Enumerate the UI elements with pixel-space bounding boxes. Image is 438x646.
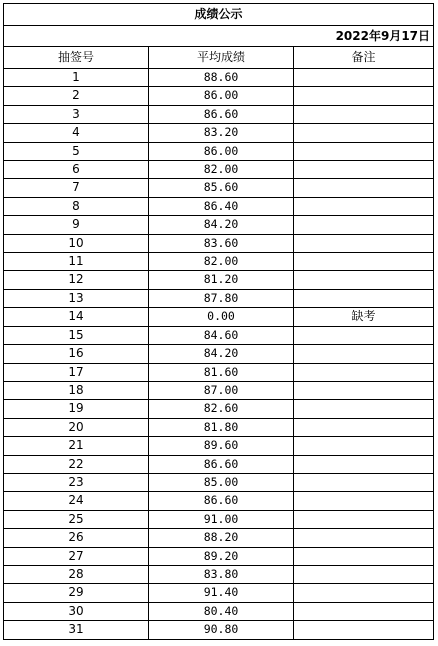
remarks-cell [294, 289, 434, 307]
draw-number-cell: 18 [4, 381, 149, 399]
publish-date: 2022年9月17日 [4, 26, 434, 47]
table-row [4, 197, 434, 215]
table-row [4, 69, 434, 87]
draw-number-cell: 22 [4, 455, 149, 473]
draw-number-cell: 19 [4, 400, 149, 418]
remarks-cell [294, 437, 434, 455]
draw-number-cell: 24 [4, 492, 149, 510]
average-score-cell: 81.20 [149, 271, 294, 289]
average-score-cell: 81.80 [149, 418, 294, 436]
remarks-cell [294, 271, 434, 289]
average-score-cell: 82.60 [149, 400, 294, 418]
average-score-cell: 86.60 [149, 492, 294, 510]
draw-number-cell: 3 [4, 105, 149, 123]
table-row [4, 363, 434, 381]
remarks-cell [294, 602, 434, 620]
draw-number-cell: 28 [4, 565, 149, 583]
draw-number-cell: 7 [4, 179, 149, 197]
draw-number-cell: 5 [4, 142, 149, 160]
table-row [4, 565, 434, 583]
remarks-cell [294, 584, 434, 602]
remarks-cell [294, 492, 434, 510]
average-score-cell: 83.80 [149, 565, 294, 583]
table-row [4, 161, 434, 179]
draw-number-cell: 20 [4, 418, 149, 436]
remarks-cell [294, 363, 434, 381]
remarks-cell [294, 69, 434, 87]
header-row [4, 47, 434, 69]
draw-number-cell: 10 [4, 234, 149, 252]
score-sheet [3, 3, 433, 640]
average-score-cell: 89.20 [149, 547, 294, 565]
table-row [4, 473, 434, 491]
remarks-cell: 缺考 [294, 308, 434, 326]
draw-number-cell: 6 [4, 161, 149, 179]
average-score-cell: 84.20 [149, 216, 294, 234]
table-row [4, 216, 434, 234]
average-score-cell: 86.60 [149, 105, 294, 123]
remarks-cell [294, 510, 434, 528]
table-row [4, 234, 434, 252]
remarks-cell [294, 547, 434, 565]
score-table [3, 3, 434, 640]
remarks-cell [294, 197, 434, 215]
table-row [4, 455, 434, 473]
table-row [4, 492, 434, 510]
table-row [4, 308, 434, 326]
draw-number-cell: 25 [4, 510, 149, 528]
table-row [4, 142, 434, 160]
table-row [4, 621, 434, 639]
average-score-cell: 87.80 [149, 289, 294, 307]
table-row [4, 105, 434, 123]
average-score-cell: 85.00 [149, 473, 294, 491]
remarks-cell [294, 105, 434, 123]
draw-number-cell: 27 [4, 547, 149, 565]
draw-number-cell: 14 [4, 308, 149, 326]
average-score-cell: 83.60 [149, 234, 294, 252]
draw-number-cell: 26 [4, 529, 149, 547]
draw-number-cell: 13 [4, 289, 149, 307]
remarks-cell [294, 455, 434, 473]
draw-number-cell: 17 [4, 363, 149, 381]
average-score-cell: 0.00 [149, 308, 294, 326]
draw-number-cell: 15 [4, 326, 149, 344]
remarks-cell [294, 473, 434, 491]
column-header-draw-number: 抽签号 [4, 47, 149, 69]
draw-number-cell: 31 [4, 621, 149, 639]
column-header-remarks: 备注 [294, 47, 434, 69]
average-score-cell: 87.00 [149, 381, 294, 399]
page-title: 成绩公示 [4, 4, 434, 26]
remarks-cell [294, 234, 434, 252]
table-row [4, 253, 434, 271]
average-score-cell: 83.20 [149, 124, 294, 142]
average-score-cell: 86.40 [149, 197, 294, 215]
draw-number-cell: 16 [4, 345, 149, 363]
table-row [4, 437, 434, 455]
average-score-cell: 86.60 [149, 455, 294, 473]
draw-number-cell: 8 [4, 197, 149, 215]
average-score-cell: 80.40 [149, 602, 294, 620]
date-row [4, 26, 434, 47]
table-row [4, 547, 434, 565]
table-row [4, 87, 434, 105]
average-score-cell: 81.60 [149, 363, 294, 381]
draw-number-cell: 12 [4, 271, 149, 289]
draw-number-cell: 1 [4, 69, 149, 87]
draw-number-cell: 29 [4, 584, 149, 602]
average-score-cell: 85.60 [149, 179, 294, 197]
average-score-cell: 88.20 [149, 529, 294, 547]
average-score-cell: 91.40 [149, 584, 294, 602]
remarks-cell [294, 216, 434, 234]
remarks-cell [294, 400, 434, 418]
remarks-cell [294, 418, 434, 436]
draw-number-cell: 21 [4, 437, 149, 455]
remarks-cell [294, 326, 434, 344]
table-row [4, 179, 434, 197]
table-row [4, 271, 434, 289]
remarks-cell [294, 529, 434, 547]
score-table-body [4, 4, 434, 640]
remarks-cell [294, 381, 434, 399]
column-header-average-score: 平均成绩 [149, 47, 294, 69]
remarks-cell [294, 179, 434, 197]
average-score-cell: 82.00 [149, 161, 294, 179]
table-row [4, 584, 434, 602]
draw-number-cell: 30 [4, 602, 149, 620]
remarks-cell [294, 621, 434, 639]
average-score-cell: 91.00 [149, 510, 294, 528]
table-row [4, 381, 434, 399]
average-score-cell: 84.20 [149, 345, 294, 363]
remarks-cell [294, 345, 434, 363]
table-row [4, 326, 434, 344]
average-score-cell: 82.00 [149, 253, 294, 271]
average-score-cell: 86.00 [149, 142, 294, 160]
table-row [4, 124, 434, 142]
draw-number-cell: 4 [4, 124, 149, 142]
table-row [4, 602, 434, 620]
remarks-cell [294, 253, 434, 271]
draw-number-cell: 11 [4, 253, 149, 271]
remarks-cell [294, 161, 434, 179]
table-row [4, 345, 434, 363]
draw-number-cell: 2 [4, 87, 149, 105]
draw-number-cell: 9 [4, 216, 149, 234]
table-row [4, 510, 434, 528]
table-row [4, 400, 434, 418]
table-row [4, 529, 434, 547]
remarks-cell [294, 565, 434, 583]
table-row [4, 289, 434, 307]
average-score-cell: 88.60 [149, 69, 294, 87]
average-score-cell: 84.60 [149, 326, 294, 344]
title-row [4, 4, 434, 26]
remarks-cell [294, 87, 434, 105]
remarks-cell [294, 124, 434, 142]
average-score-cell: 89.60 [149, 437, 294, 455]
average-score-cell: 86.00 [149, 87, 294, 105]
remarks-cell [294, 142, 434, 160]
average-score-cell: 90.80 [149, 621, 294, 639]
table-row [4, 418, 434, 436]
draw-number-cell: 23 [4, 473, 149, 491]
